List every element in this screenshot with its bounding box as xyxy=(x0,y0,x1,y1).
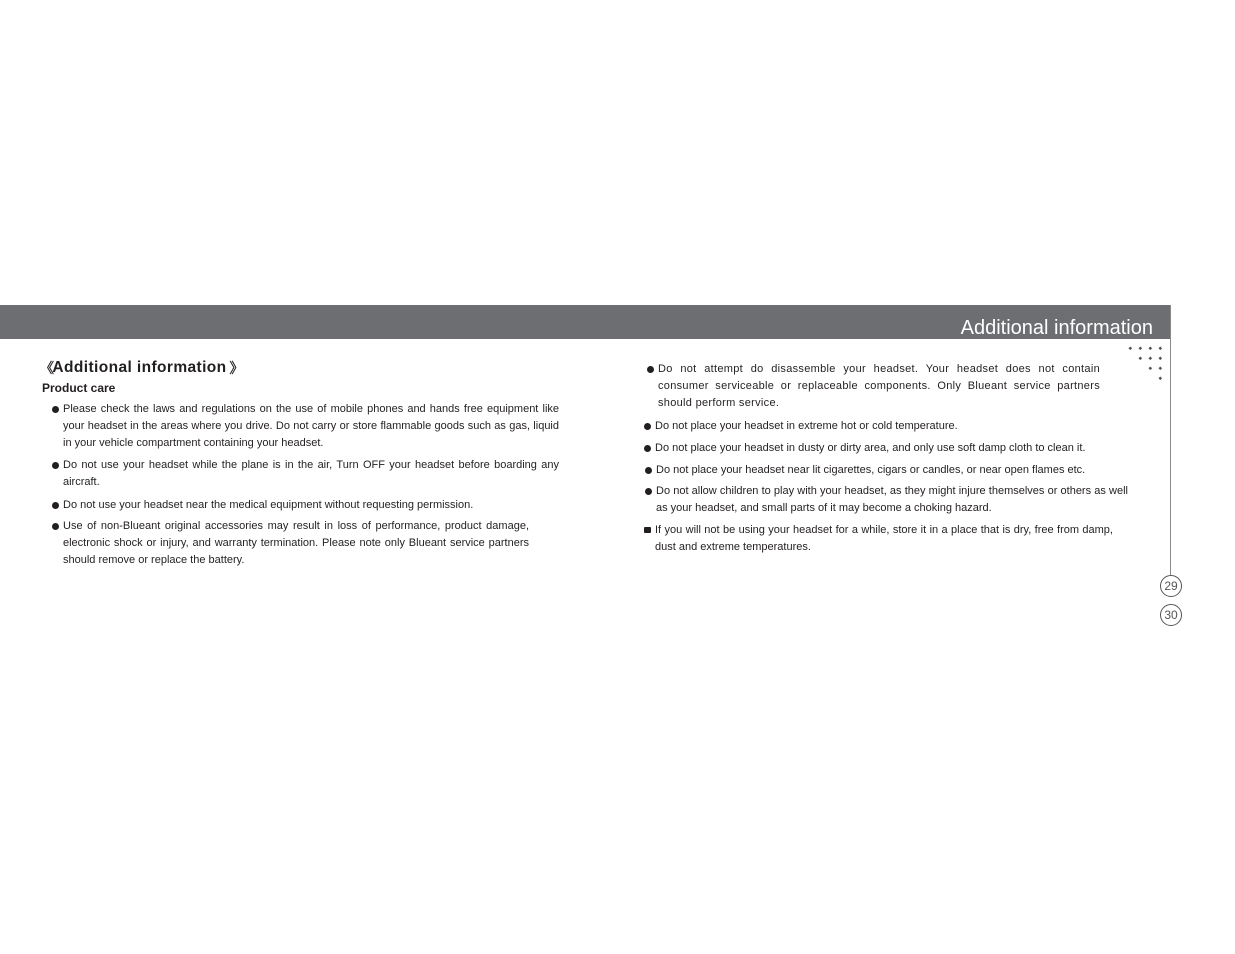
list-item-text: Do not use your headset while the plane is in the air, Turn OFF your headset before boarding any aircraft. xyxy=(63,459,559,488)
list-item xyxy=(655,440,1125,457)
bullet-icon xyxy=(52,523,59,530)
list-item-text: Do not use your headset near the medical equipment without requesting permission. xyxy=(63,499,474,511)
list-item-text: Do not place your headset near lit cigarettes, cigars or candles, or near open flames etc. xyxy=(656,464,1086,476)
list-item xyxy=(63,457,559,491)
close-bracket: 》 xyxy=(229,360,244,376)
subheading: Product care xyxy=(42,381,116,395)
header-title: Additional information xyxy=(960,317,1153,339)
bullet-icon xyxy=(644,423,651,430)
list-item xyxy=(63,518,529,569)
bullet-icon xyxy=(52,502,59,509)
list-item-text: Do not place your headset in extreme hot or cold temperature. xyxy=(655,420,958,432)
list-item-text: Do not allow children to play with your headset, as they might injure themselves or others as well as your headset, and small parts of it may become a choking hazard. xyxy=(656,485,1128,514)
list-item-text: Please check the laws and regulations on the use of mobile phones and hands free equipment like your headset in the areas where you drive. Do not carry or store flammable goods such as gas, liquid in your vehicle compartment containing your headset. xyxy=(63,403,559,449)
page-number: 29 xyxy=(1160,575,1182,597)
bullet-icon xyxy=(52,462,59,469)
bullet-icon xyxy=(644,445,651,452)
bullet-icon xyxy=(52,406,59,413)
list-item-text: Do not attempt do disassemble your headset. Your headset does not contain consumer serviceable or replaceable components. Only Blueant service partners should perform service. xyxy=(658,363,1100,409)
list-item xyxy=(658,361,1100,412)
list-item xyxy=(63,401,559,452)
header-banner xyxy=(0,305,1171,339)
page-number: 30 xyxy=(1160,604,1182,626)
margin-rule xyxy=(1170,305,1171,595)
bullet-icon xyxy=(644,527,651,533)
list-item xyxy=(656,483,1128,517)
list-item-text: Do not place your headset in dusty or dirty area, and only use soft damp cloth to clean it. xyxy=(655,442,1086,454)
list-item xyxy=(656,462,1126,479)
list-item-text: If you will not be using your headset for a while, store it in a place that is dry, free from damp, dust and extreme temperatures. xyxy=(655,524,1113,553)
bullet-icon xyxy=(645,467,652,474)
decorative-dots-icon xyxy=(1126,344,1166,384)
list-item xyxy=(655,418,1125,435)
list-item-text: Use of non-Blueant original accessories may result in loss of performance, product damage, electronic shock or injury, and warranty termination. Please note only Blueant service partners should remove or replace the battery. xyxy=(63,520,529,566)
section-heading xyxy=(40,358,244,378)
section-title: Additional information xyxy=(52,359,227,376)
open-bracket: 《 xyxy=(40,360,55,376)
list-item xyxy=(655,522,1113,556)
bullet-icon xyxy=(647,366,654,373)
list-item xyxy=(63,497,559,514)
bullet-icon xyxy=(645,488,652,495)
